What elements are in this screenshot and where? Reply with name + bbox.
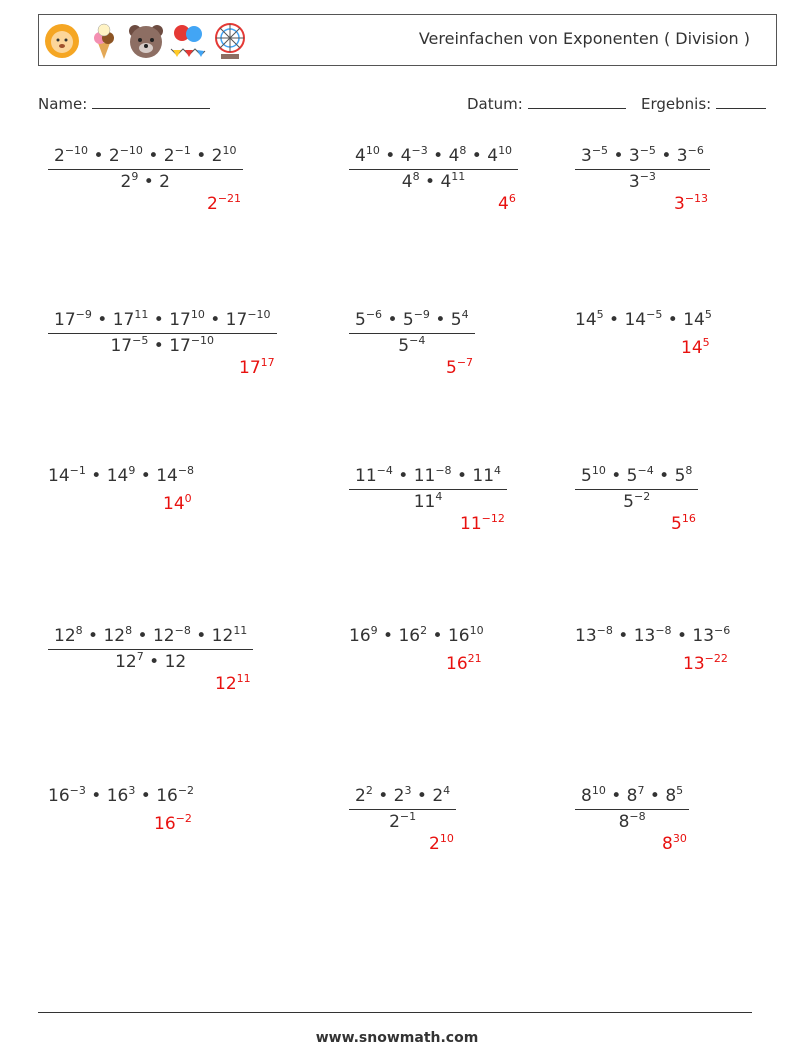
worksheet-header xyxy=(38,14,777,66)
answer xyxy=(446,654,482,674)
date-blank[interactable] xyxy=(528,94,626,109)
power-term: $13^{-22}$ xyxy=(683,652,728,674)
denominator xyxy=(349,810,456,832)
power-term: $8^7$ xyxy=(626,784,645,806)
problem-11 xyxy=(349,626,484,646)
worksheet-title: Vereinfachen von Exponenten ( Division ) xyxy=(418,29,750,48)
denominator: $12^7$ • 12 xyxy=(115,650,187,672)
problem-3 xyxy=(575,146,710,192)
fraction xyxy=(575,786,689,832)
answer xyxy=(239,358,275,378)
fraction xyxy=(48,626,253,672)
power-term: $2^{10}$ xyxy=(429,832,454,854)
power-term: $8^5$ xyxy=(665,784,684,806)
name-label: Name: xyxy=(38,95,88,113)
denominator xyxy=(575,170,710,192)
power-term: $14^9$ xyxy=(106,464,136,486)
answer xyxy=(446,358,473,378)
power-term: $2^4$ xyxy=(432,784,451,806)
power-term: $11^{-4}$ xyxy=(355,464,393,486)
power-term: $16^3$ xyxy=(106,784,136,806)
problem-4 xyxy=(48,310,277,356)
problem-1 xyxy=(48,146,243,192)
power-term: $8^{10}$ xyxy=(581,784,606,806)
problem-6 xyxy=(575,310,712,330)
answer xyxy=(460,514,505,534)
power-term: $14^{-5}$ xyxy=(624,308,663,330)
denominator xyxy=(575,490,698,512)
problem-2 xyxy=(349,146,518,192)
answer xyxy=(163,494,192,514)
fraction xyxy=(48,146,243,192)
numerator: $8^{10}$ • $8^7$ • $8^5$ xyxy=(575,786,689,810)
power-term: $16^{21}$ xyxy=(446,652,482,674)
power-term: 12 xyxy=(164,652,187,672)
power-term: $12^8$ xyxy=(54,624,83,646)
power-term: $8^{-8}$ xyxy=(618,810,646,832)
power-term: $12^8$ xyxy=(103,624,133,646)
date-label: Datum: xyxy=(467,95,523,113)
power-term: $13^{-6}$ xyxy=(692,624,731,646)
power-term: $5^{-4}$ xyxy=(626,464,654,486)
power-term: $3^{-13}$ xyxy=(674,192,709,214)
fraction xyxy=(349,310,475,356)
power-term: $17^{-5}$ xyxy=(110,334,149,356)
power-term: $5^{-2}$ xyxy=(623,490,651,512)
power-term: $16^{-3}$ xyxy=(48,784,86,806)
power-term: $8^{30}$ xyxy=(662,832,687,854)
problem-9 xyxy=(575,466,698,512)
power-term: $17^{17}$ xyxy=(239,356,275,378)
power-term: $3^{-3}$ xyxy=(628,170,656,192)
ferris-wheel-icon xyxy=(211,21,249,61)
fraction xyxy=(349,786,456,832)
footer-url: www.snowmath.com xyxy=(315,1030,479,1046)
power-term: $5^8$ xyxy=(674,464,693,486)
power-term: $16^{-2}$ xyxy=(154,812,192,834)
power-term: $17^{-9}$ xyxy=(54,308,92,330)
power-term: $12^{-8}$ xyxy=(152,624,191,646)
balloons-icon xyxy=(169,21,207,61)
answer xyxy=(683,654,728,674)
bear-icon xyxy=(127,21,165,61)
power-term: $12^7$ xyxy=(115,650,144,672)
denominator xyxy=(575,810,689,832)
power-term: $13^{-8}$ xyxy=(575,624,613,646)
name-blank[interactable] xyxy=(92,94,210,109)
answer xyxy=(498,194,516,214)
result-field[interactable] xyxy=(641,94,766,113)
numerator: $2^2$ • $2^3$ • $2^4$ xyxy=(349,786,456,810)
denominator: $2^9$ • 2 xyxy=(120,170,170,192)
problem-10 xyxy=(48,626,253,672)
answer xyxy=(154,814,192,834)
power-term: $14^{-8}$ xyxy=(156,464,195,486)
answer xyxy=(674,194,708,214)
problem-14 xyxy=(349,786,456,832)
power-term: $2^{-1}$ xyxy=(163,144,191,166)
problem-13 xyxy=(48,786,194,806)
denominator: $17^{-5}$ • $17^{-10}$ xyxy=(110,334,215,356)
power-term: $16^{-2}$ xyxy=(156,784,195,806)
answer xyxy=(681,338,710,358)
power-term: $2^{-1}$ xyxy=(389,810,417,832)
power-term: $4^6$ xyxy=(498,192,516,214)
answer xyxy=(215,674,251,694)
power-term: $4^{11}$ xyxy=(440,170,466,192)
header-icons xyxy=(43,21,249,61)
expression: $16^9$ • $16^2$ • $16^{10}$ xyxy=(349,624,484,646)
numerator: $5^{10}$ • $5^{-4}$ • $5^8$ xyxy=(575,466,698,490)
power-term: $16^{10}$ xyxy=(447,624,484,646)
ice-cream-icon xyxy=(85,21,123,61)
result-label: Ergebnis: xyxy=(641,95,712,113)
power-term: $13^{-8}$ xyxy=(633,624,672,646)
fraction xyxy=(349,146,518,192)
answer xyxy=(429,834,454,854)
power-term: $17^{10}$ xyxy=(169,308,205,330)
power-term: $4^{10}$ xyxy=(487,144,513,166)
numerator: $11^{-4}$ • $11^{-8}$ • $11^4$ xyxy=(349,466,507,490)
fraction xyxy=(575,146,710,192)
power-term: $16^9$ xyxy=(349,624,378,646)
problem-12 xyxy=(575,626,730,646)
denominator xyxy=(349,490,507,512)
power-term: $5^{-7}$ xyxy=(446,356,474,378)
power-term: $11^{-12}$ xyxy=(460,512,505,534)
numerator: $17^{-9}$ • $17^{11}$ • $17^{10}$ • $17^{-10}$ xyxy=(48,310,277,334)
power-term: $17^{11}$ xyxy=(112,308,149,330)
answer xyxy=(671,514,696,534)
result-blank[interactable] xyxy=(716,94,766,109)
denominator xyxy=(349,334,475,356)
fraction xyxy=(575,466,698,512)
power-term: $14^{-1}$ xyxy=(48,464,86,486)
power-term: $3^{-6}$ xyxy=(676,144,704,166)
power-term: $14^5$ xyxy=(575,308,604,330)
name-field[interactable] xyxy=(38,94,210,113)
power-term: 2 xyxy=(159,172,170,192)
power-term: $11^4$ xyxy=(413,490,443,512)
power-term: $2^{-21}$ xyxy=(207,192,242,214)
problem-8 xyxy=(349,466,507,512)
power-term: $3^{-5}$ xyxy=(581,144,609,166)
power-term: $5^{-9}$ xyxy=(402,308,430,330)
power-term: $2^2$ xyxy=(355,784,373,806)
numerator: $3^{-5}$ • $3^{-5}$ • $3^{-6}$ xyxy=(575,146,710,170)
problem-15 xyxy=(575,786,689,832)
power-term: $5^4$ xyxy=(450,308,469,330)
power-term: $5^{10}$ xyxy=(581,464,606,486)
power-term: $2^{10}$ xyxy=(211,144,237,166)
power-term: $17^{-10}$ xyxy=(169,334,215,356)
power-term: $14^5$ xyxy=(683,308,712,330)
power-term: $16^2$ xyxy=(398,624,428,646)
problem-5 xyxy=(349,310,475,356)
expression: $16^{-3}$ • $16^3$ • $16^{-2}$ xyxy=(48,784,195,806)
power-term: $12^{11}$ xyxy=(215,672,251,694)
power-term: $4^{-3}$ xyxy=(400,144,428,166)
lion-icon xyxy=(43,21,81,61)
problem-7 xyxy=(48,466,194,486)
answer xyxy=(662,834,687,854)
power-term: $12^{11}$ xyxy=(211,624,248,646)
numerator: $2^{-10}$ • $2^{-10}$ • $2^{-1}$ • $2^{10}$ xyxy=(48,146,243,170)
power-term: $3^{-5}$ xyxy=(628,144,656,166)
denominator: $4^8$ • $4^{11}$ xyxy=(401,170,466,192)
fraction xyxy=(48,310,277,356)
power-term: $11^4$ xyxy=(472,464,502,486)
power-term: $4^{10}$ xyxy=(355,144,380,166)
power-term: $2^{-10}$ xyxy=(54,144,89,166)
expression: $14^5$ • $14^{-5}$ • $14^5$ xyxy=(575,308,712,330)
numerator: $4^{10}$ • $4^{-3}$ • $4^8$ • $4^{10}$ xyxy=(349,146,518,170)
power-term: $2^3$ xyxy=(393,784,412,806)
power-term: $4^8$ xyxy=(448,144,467,166)
fraction xyxy=(349,466,507,512)
power-term: $5^{16}$ xyxy=(671,512,696,534)
date-field[interactable] xyxy=(467,94,626,113)
power-term: $4^8$ xyxy=(401,170,420,192)
power-term: $14^0$ xyxy=(163,492,192,514)
power-term: $5^{-6}$ xyxy=(355,308,383,330)
power-term: $17^{-10}$ xyxy=(225,308,271,330)
power-term: $5^{-4}$ xyxy=(398,334,426,356)
numerator: $5^{-6}$ • $5^{-9}$ • $5^4$ xyxy=(349,310,475,334)
answer xyxy=(207,194,241,214)
expression: $14^{-1}$ • $14^9$ • $14^{-8}$ xyxy=(48,464,195,486)
footer-divider xyxy=(38,1012,752,1013)
power-term: $11^{-8}$ xyxy=(413,464,452,486)
power-term: $14^5$ xyxy=(681,336,710,358)
numerator: $12^8$ • $12^8$ • $12^{-8}$ • $12^{11}$ xyxy=(48,626,253,650)
expression: $13^{-8}$ • $13^{-8}$ • $13^{-6}$ xyxy=(575,624,731,646)
power-term: $2^{-10}$ xyxy=(108,144,143,166)
power-term: $2^9$ xyxy=(120,170,139,192)
